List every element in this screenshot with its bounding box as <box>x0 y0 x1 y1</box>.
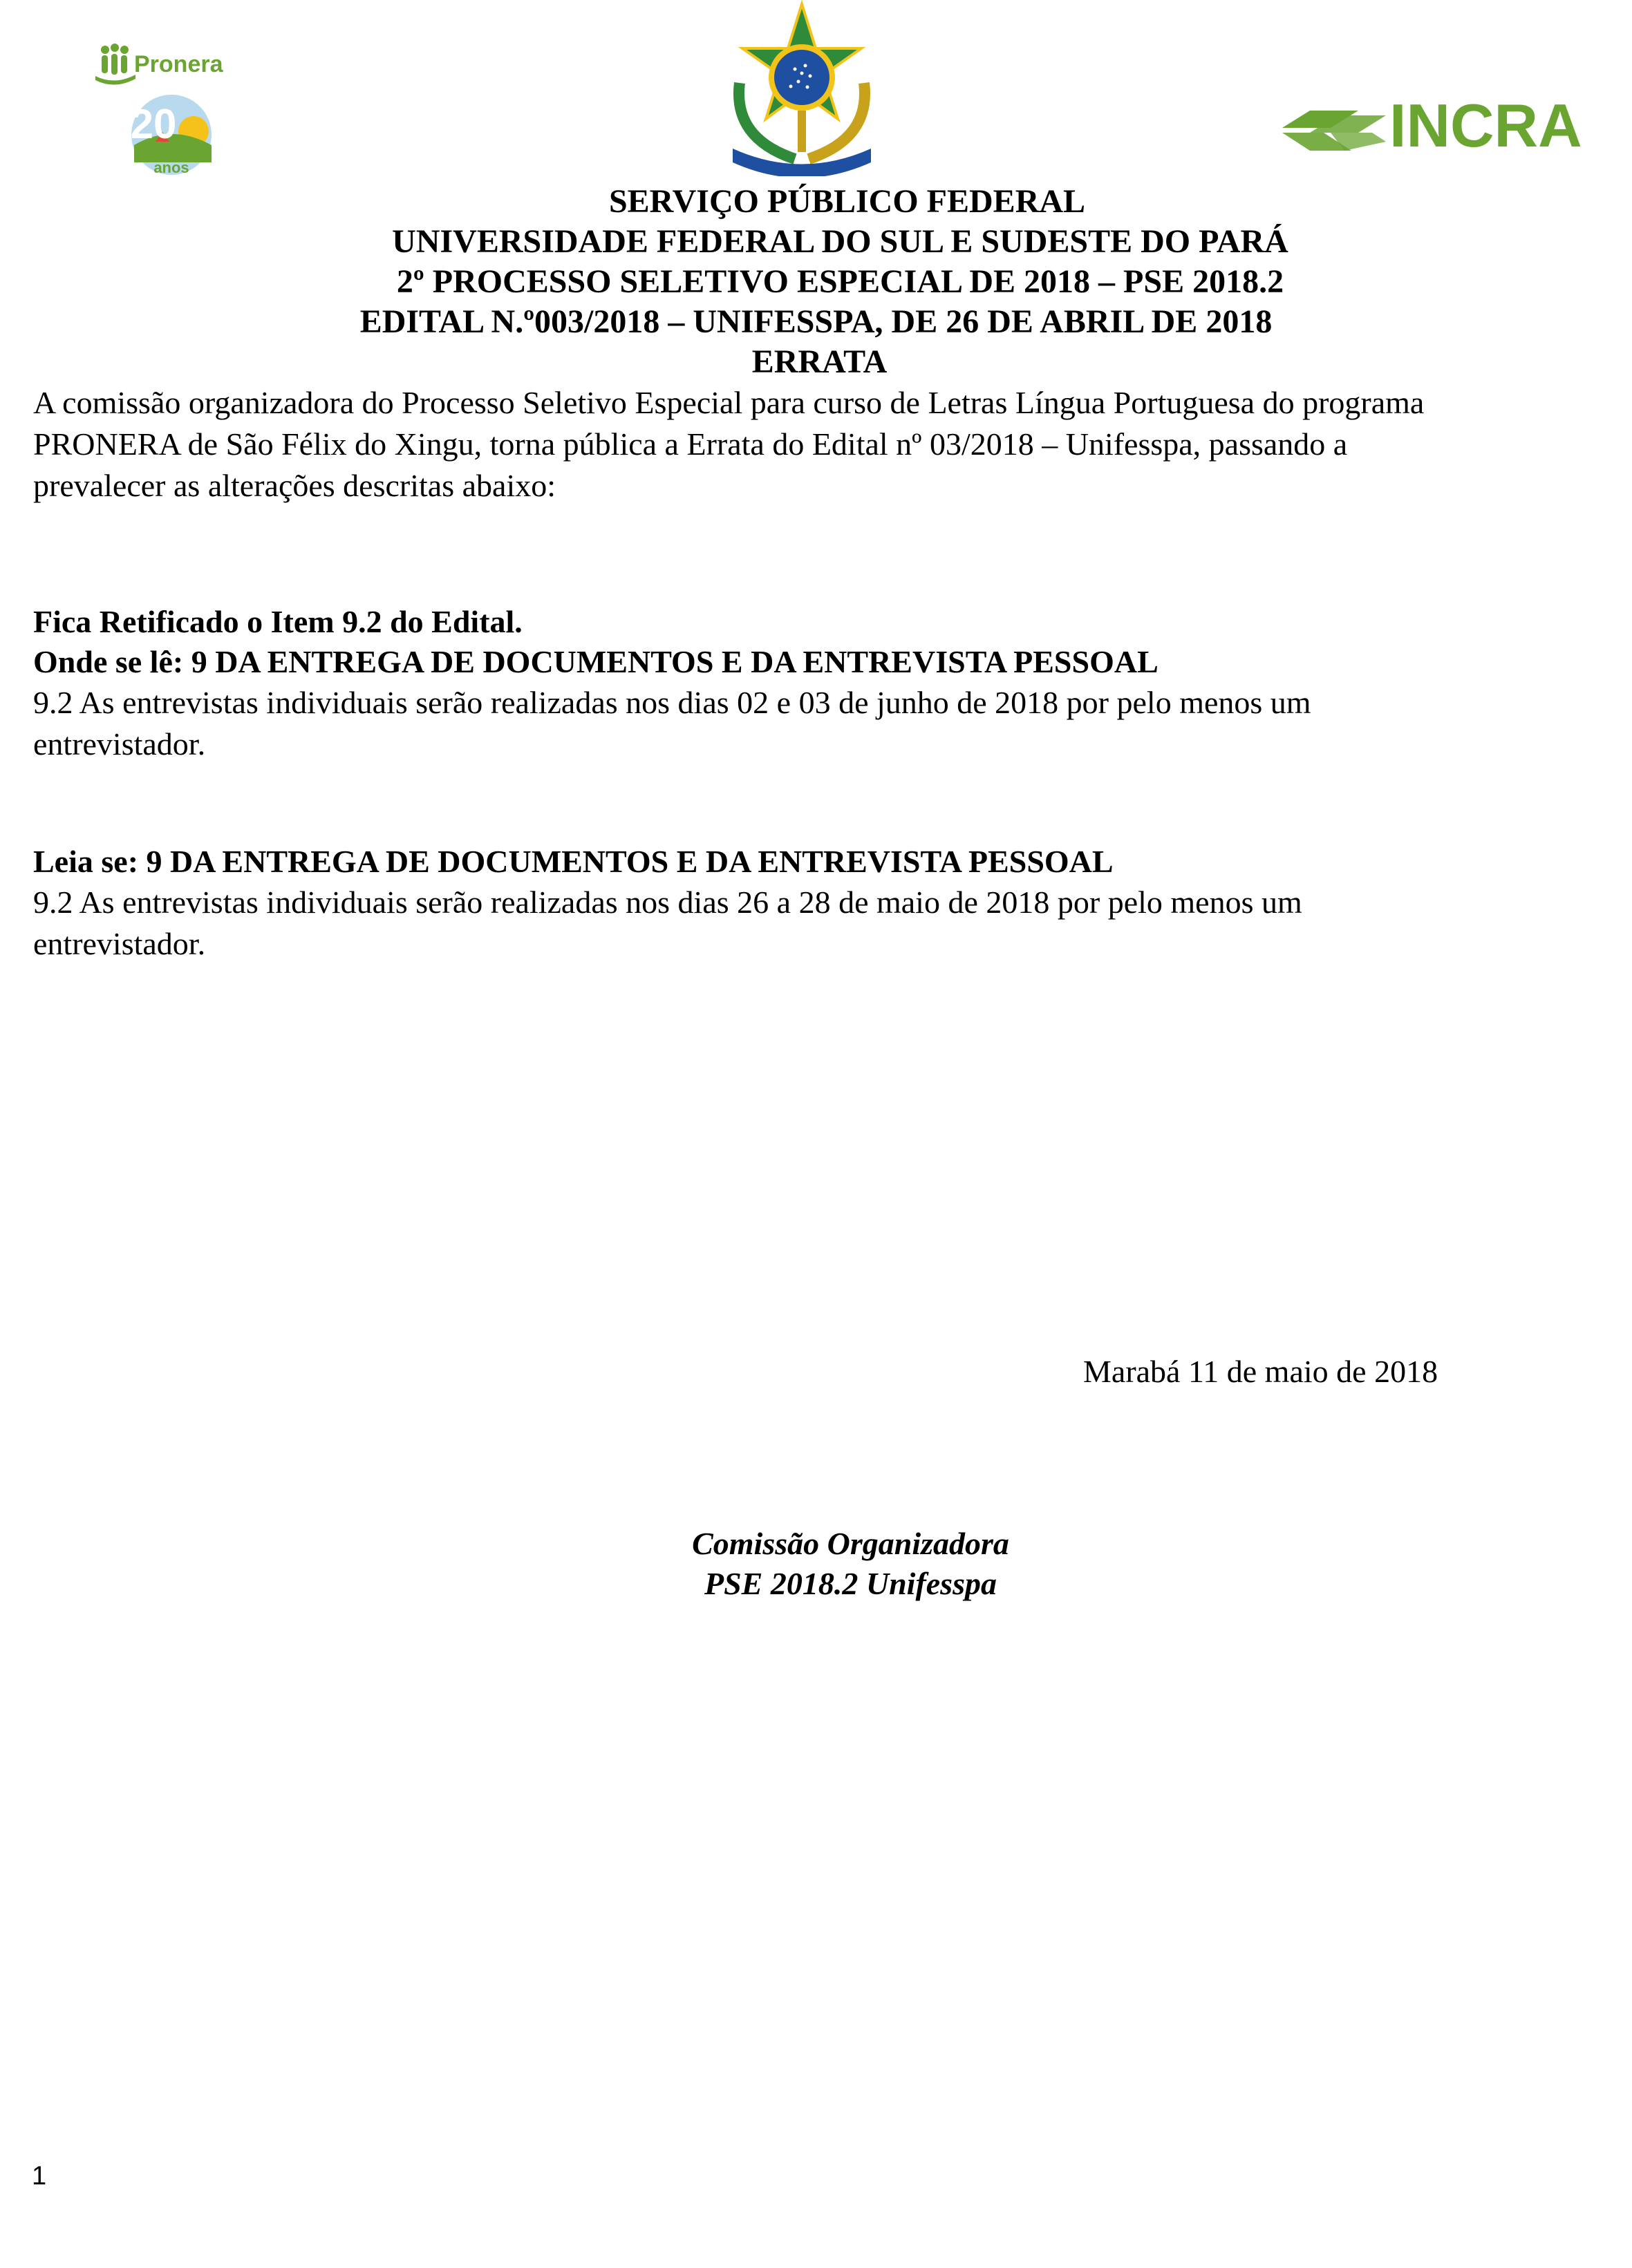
retificado-statement: Fica Retificado o Item 9.2 do Edital. <box>33 604 523 639</box>
header-line-university: UNIVERSIDADE FEDERAL DO SUL E SUDESTE DO PARÁ <box>392 223 1288 260</box>
header-line-edital: EDITAL N.º003/2018 – UNIFESSPA, DE 26 DE ABRIL DE 2018 <box>359 303 1273 340</box>
intro-line: prevalecer as alterações descritas abaixo: <box>33 468 556 503</box>
onde-se-le-text: 9.2 As entrevistas individuais serão realizadas nos dias 02 e 03 de junho de 2018 por pelo menos um <box>33 685 1311 720</box>
pronera-years-text: 20 <box>130 101 177 147</box>
onde-se-le-text: entrevistador. <box>33 726 206 762</box>
header-line-service: SERVIÇO PÚBLICO FEDERAL <box>608 183 1086 220</box>
signature-line-committee: Comissão Organizadora <box>692 1526 1009 1561</box>
leia-se-heading: Leia se: 9 DA ENTREGA DE DOCUMENTOS E DA ENTREVISTA PESSOAL <box>33 844 1114 879</box>
pronera-anos-text: anos <box>153 159 189 176</box>
incra-logo-text: INCRA <box>1389 91 1582 152</box>
brazil-coat-of-arms-icon <box>719 0 885 176</box>
intro-line: A comissão organizadora do Processo Seletivo Especial para curso de Letras Língua Portuguesa do programa <box>33 385 1425 420</box>
incra-logo <box>1282 90 1586 152</box>
section-onde-se-le <box>33 602 1554 765</box>
header-line-errata: ERRATA <box>751 343 888 380</box>
leia-se-text: 9.2 As entrevistas individuais serão realizadas nos dias 26 a 28 de maio de 2018 por pelo menos um <box>33 885 1302 920</box>
onde-se-le-heading: Onde se lê: 9 DA ENTREGA DE DOCUMENTOS E DA ENTREVISTA PESSOAL <box>33 644 1159 679</box>
pronera-20-anos-logo <box>90 41 249 187</box>
leia-se-text: entrevistador. <box>33 926 206 961</box>
intro-paragraph <box>33 382 1554 507</box>
document-date: Marabá 11 de maio de 2018 <box>1083 1354 1438 1389</box>
signature-block <box>0 1524 1632 1604</box>
page-number: 1 <box>32 2162 47 2191</box>
header-line-process: 2º PROCESSO SELETIVO ESPECIAL DE 2018 – PSE 2018.2 <box>396 263 1284 300</box>
pronera-logo-text: Pronera <box>134 51 223 77</box>
section-leia-se <box>33 842 1554 965</box>
intro-line: PRONERA de São Félix do Xingu, torna pública a Errata do Edital nº 03/2018 – Unifesspa, passando a <box>33 426 1348 462</box>
signature-line-pse: PSE 2018.2 Unifesspa <box>704 1566 997 1601</box>
document-header <box>0 182 1632 382</box>
